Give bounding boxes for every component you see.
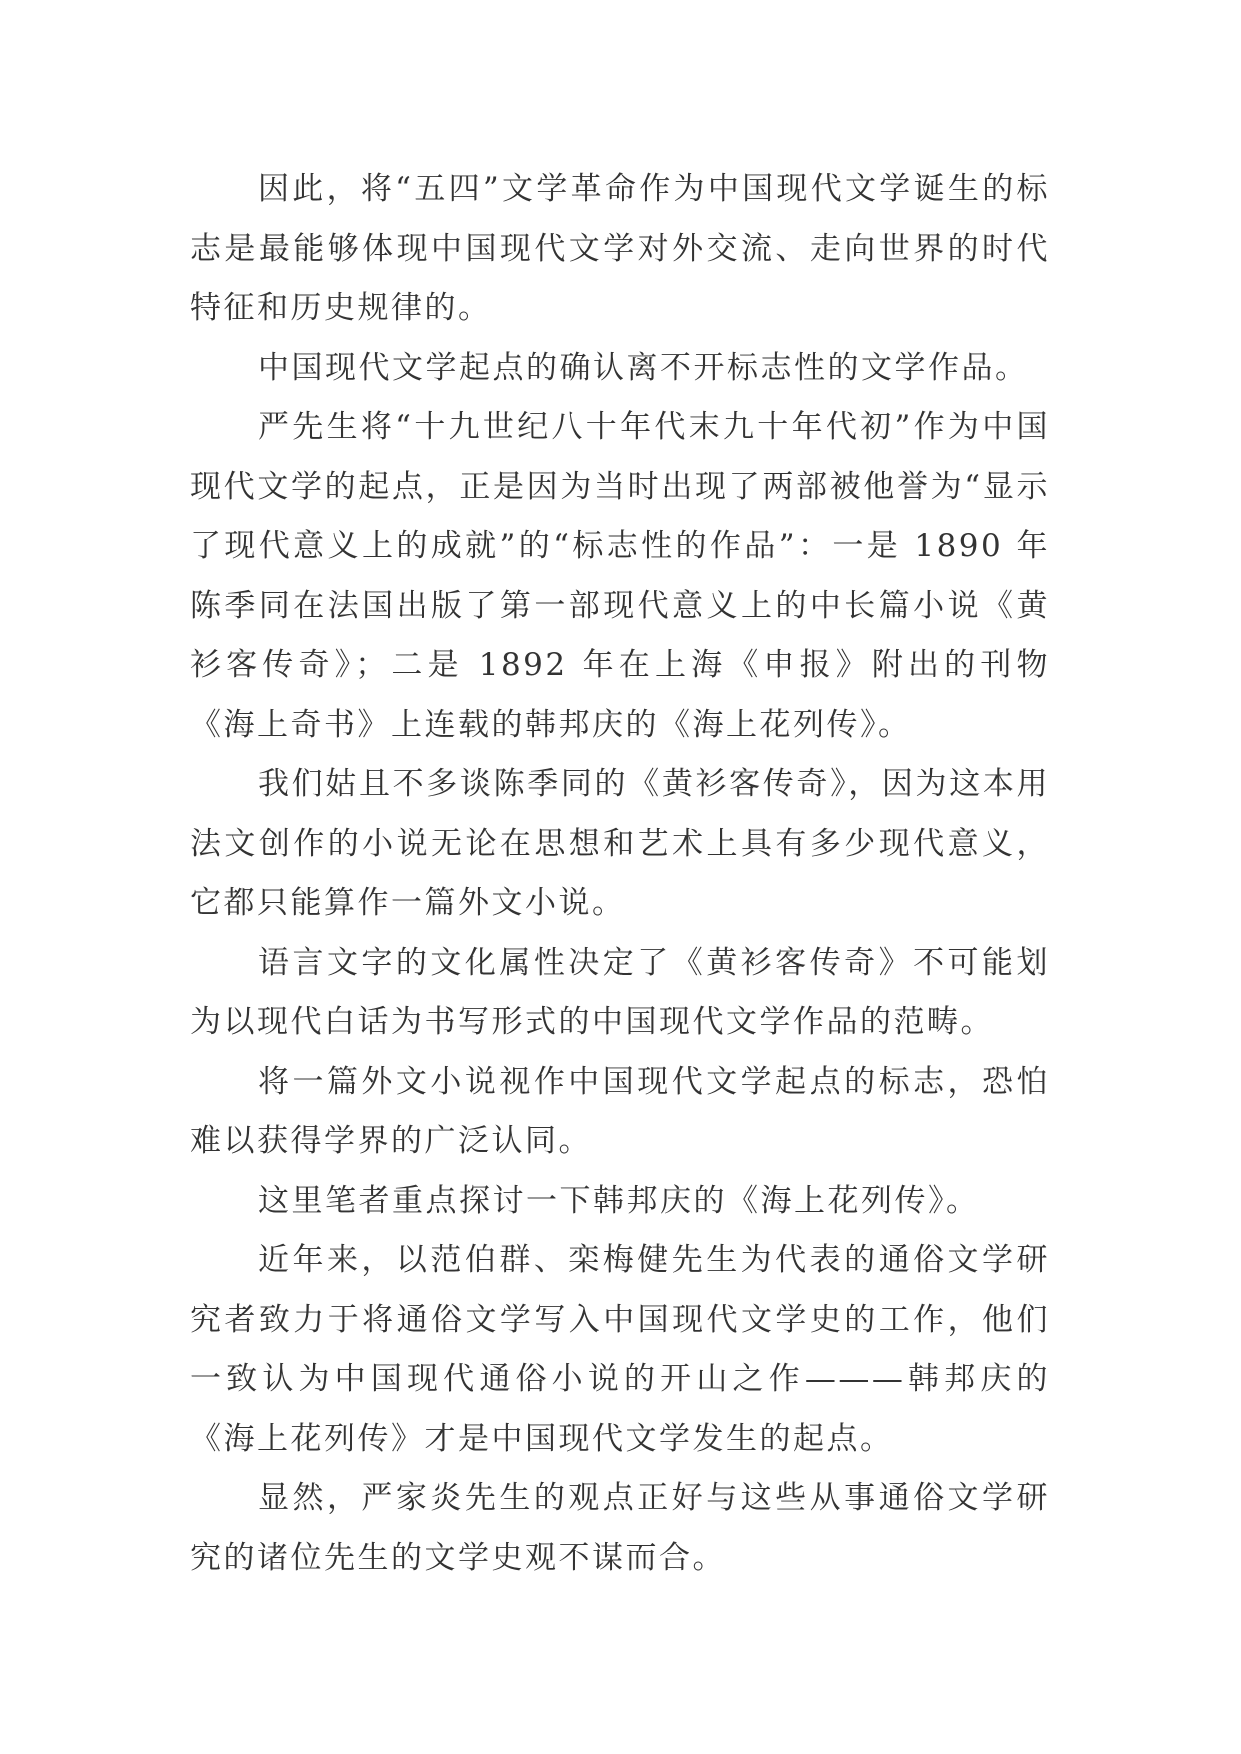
paragraph: 显然，严家炎先生的观点正好与这些从事通俗文学研究的诸位先生的文学史观不谋而合。 bbox=[190, 1480, 1050, 1576]
paragraph: 近年来，以范伯群、栾梅健先生为代表的通俗文学研究者致力于将通俗文学写入中国现代文学史的工作，他们一致认为中国现代通俗小说的开山之作———韩邦庆的《海上花列传》才是中国现代文学发生的起点。 bbox=[190, 1242, 1050, 1457]
body-text bbox=[190, 160, 1050, 1588]
paragraph: 这里笔者重点探讨一下韩邦庆的《海上花列传》。 bbox=[258, 1182, 980, 1219]
paragraph: 因此，将“五四”文学革命作为中国现代文学诞生的标志是最能够体现中国现代文学对外交流、走向世界的时代特征和历史规律的。 bbox=[190, 171, 1050, 326]
paragraph: 严先生将“十九世纪八十年代末九十年代初”作为中国现代文学的起点，正是因为当时出现了两部被他誉为“显示了现代意义上的成就”的“标志性的作品”：一是 1890 年陈季同在法国出版了第一部现代意义上的中长篇小说《黄衫客传奇》；二是 1892 年在上海《申报》附出的刊物《海上奇书》上连载的韩邦庆的《海上花列传》。 bbox=[190, 409, 1050, 743]
paragraph: 将一篇外文小说视作中国现代文学起点的标志，恐怕难以获得学界的广泛认同。 bbox=[190, 1063, 1050, 1159]
paragraph: 中国现代文学起点的确认离不开标志性的文学作品。 bbox=[258, 349, 1029, 386]
paragraph: 我们姑且不多谈陈季同的《黄衫客传奇》，因为这本用法文创作的小说无论在思想和艺术上具有多少现代意义，它都只能算作一篇外文小说。 bbox=[190, 766, 1050, 921]
paragraph: 语言文字的文化属性决定了《黄衫客传奇》不可能划为以现代白话为书写形式的中国现代文学作品的范畴。 bbox=[190, 944, 1050, 1040]
